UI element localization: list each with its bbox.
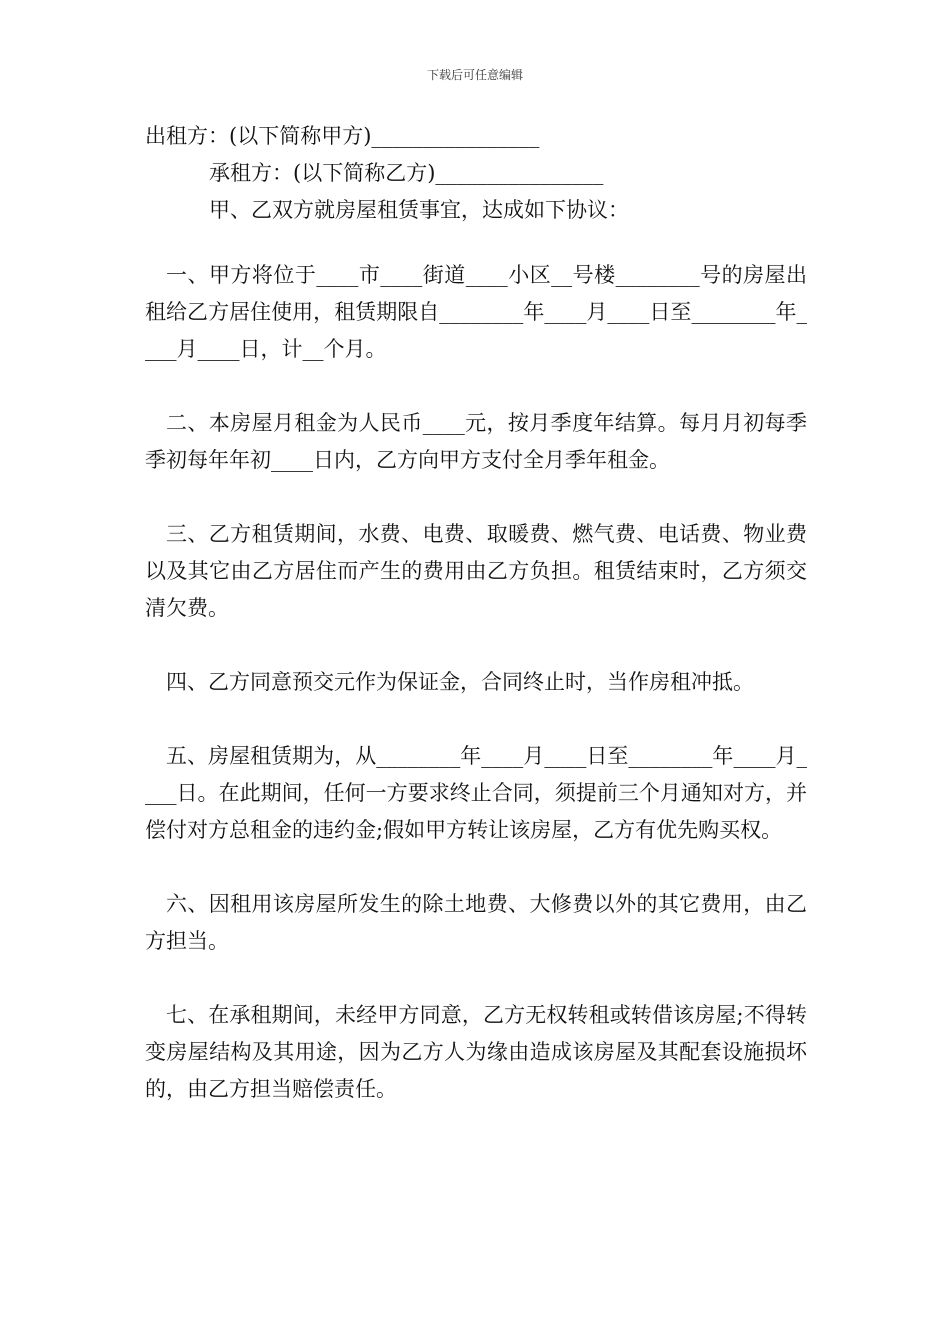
lessee-line: 承租方：(以下简称乙方)________________ <box>209 161 604 185</box>
intro-line: 甲、乙双方就房屋租赁事宜，达成如下协议： <box>209 198 629 222</box>
clause-1: 一、甲方将位于____市____街道____小区__号楼________号的房屋出租给乙方居住使用，租赁期限自________年____月____日至________年____月____日，计__个月。 <box>145 263 807 361</box>
clause-5: 五、房屋租赁期为，从________年____月____日至________年____月____日。在此期间，任何一方要求终止合同，须提前三个月通知对方，并偿付对方总租金的违约金;假如甲方转让该房屋，乙方有优先购买权。 <box>145 744 807 842</box>
clause-3: 三、乙方租赁期间，水费、电费、取暖费、燃气费、电话费、物业费以及其它由乙方居住而产生的费用由乙方负担。租赁结束时，乙方须交清欠费。 <box>145 522 807 620</box>
contract-body <box>145 118 807 1108</box>
clause-7: 七、在承租期间，未经甲方同意，乙方无权转租或转借该房屋;不得转变房屋结构及其用途，因为乙方人为缘由造成该房屋及其配套设施损坏的，由乙方担当赔偿责任。 <box>145 1003 807 1101</box>
clause-6: 六、因租用该房屋所发生的除土地费、大修费以外的其它费用，由乙方担当。 <box>145 892 807 953</box>
clause-2: 二、本房屋月租金为人民币____元，按月季度年结算。每月月初每季季初每年年初____日内，乙方向甲方支付全月季年租金。 <box>145 411 807 472</box>
lessor-line: 出租方：(以下简称甲方)________________ <box>145 124 540 148</box>
page-header-note: 下载后可任意编辑 <box>426 68 523 82</box>
clause-4: 四、乙方同意预交元作为保证金，合同终止时，当作房租冲抵。 <box>166 670 754 694</box>
